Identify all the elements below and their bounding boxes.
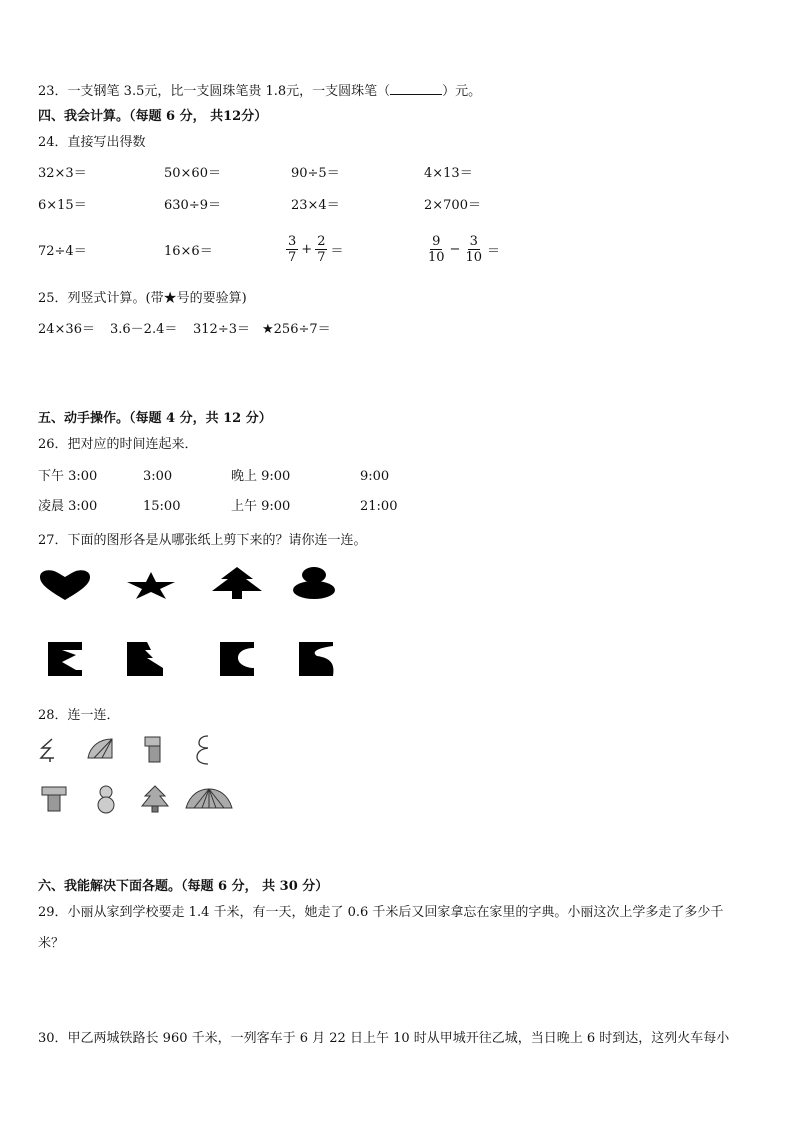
time-item: 上午 9:00	[231, 499, 291, 514]
section-6-title: 六、我能解决下面各题。（每题 6 分， 共 30 分）	[38, 879, 329, 894]
answer-blank	[390, 82, 442, 95]
question-30-line-1: 30．甲乙两城铁路长 960 千米，一列客车于 6 月 22 日上午 10 时从甲城开往乙城，当日晚上 6 时到达，这列火车每小	[38, 1031, 730, 1046]
house-figure-icon	[40, 785, 68, 813]
question-29-line-2: 米？	[38, 936, 65, 951]
half-snowman-icon	[196, 734, 210, 766]
equals-sign: ＝	[330, 244, 344, 259]
umbrella-figure-icon	[184, 786, 234, 812]
q24-item: 6×15＝	[38, 198, 87, 213]
question-24-title: 24．直接写出得数	[38, 135, 146, 150]
fraction-expression-2	[426, 234, 500, 265]
q23-text: 23．一支钢笔 3.5元，比一支圆珠笔贵 1.8元，一支圆珠笔（	[38, 84, 391, 99]
operator: +	[301, 242, 313, 257]
q25-item: 24×36＝	[38, 322, 95, 337]
tree-figure-icon	[140, 784, 170, 814]
operator: −	[449, 242, 461, 257]
half-tree-icon	[38, 736, 60, 764]
q24-item: 2×700＝	[424, 198, 481, 213]
equals-sign: ＝	[487, 244, 501, 259]
question-29-line-1: 29．小丽从家到学校要走 1.4 千米，有一天，她走了 0.6 千米后又回家拿忘在家里的字典。小丽这次上学多走了多少千	[38, 905, 724, 920]
question-28-title: 28．连一连．	[38, 708, 120, 723]
q24-item: 50×60＝	[164, 166, 221, 181]
question-23	[38, 82, 481, 101]
question-25-title: 25．列竖式计算。(带★号的要验算)	[38, 291, 247, 306]
time-item: 3:00	[143, 469, 173, 484]
fraction: $\frac{2}{7}$	[317, 234, 326, 265]
q24-item: 23×4＝	[291, 198, 340, 213]
time-item: 15:00	[143, 499, 181, 514]
half-house-icon	[143, 735, 163, 765]
question-27-title: 27．下面的图形各是从哪张纸上剪下来的？请你连一连。	[38, 533, 367, 548]
fraction: $\frac{3}{10}$	[465, 234, 482, 265]
q24-item: 32×3＝	[38, 166, 87, 181]
q24-item: 72÷4＝	[38, 244, 87, 259]
question-26-title: 26．把对应的时间连起来．	[38, 437, 198, 452]
time-item: 晚上 9:00	[231, 469, 291, 484]
fraction: $\frac{9}{10}$	[428, 234, 445, 265]
q25-item: 312÷3＝	[193, 322, 250, 337]
heart-shape-icon	[38, 568, 92, 602]
fraction: $\frac{3}{7}$	[288, 234, 297, 265]
folded-paper-3-icon	[218, 640, 258, 678]
time-item: 9:00	[360, 469, 390, 484]
time-item: 21:00	[360, 499, 398, 514]
snowman-shape-icon	[292, 566, 336, 600]
q24-item: 4×13＝	[424, 166, 473, 181]
half-umbrella-icon	[86, 736, 114, 762]
time-item: 凌晨 3:00	[38, 499, 98, 514]
star-shape-icon	[125, 570, 177, 600]
folded-paper-1-icon	[46, 640, 86, 678]
q24-item: 16×6＝	[164, 244, 213, 259]
tree-shape-icon	[210, 566, 264, 600]
fraction-expression-1	[286, 234, 343, 265]
q25-item: 3.6－2.4＝	[110, 322, 178, 337]
q25-item: ★256÷7＝	[262, 322, 331, 337]
folded-paper-4-icon	[297, 640, 337, 678]
snowman-figure-icon	[94, 784, 118, 814]
section-5-title: 五、动手操作。（每题 4 分，共 12 分）	[38, 411, 272, 426]
time-item: 下午 3:00	[38, 469, 98, 484]
q23-text-end: ）元。	[442, 84, 482, 99]
section-4-title: 四、我会计算。（每题 6 分， 共12分）	[38, 109, 268, 124]
q24-item: 630÷9＝	[164, 198, 221, 213]
folded-paper-2-icon	[125, 640, 165, 678]
q24-item: 90÷5＝	[291, 166, 340, 181]
